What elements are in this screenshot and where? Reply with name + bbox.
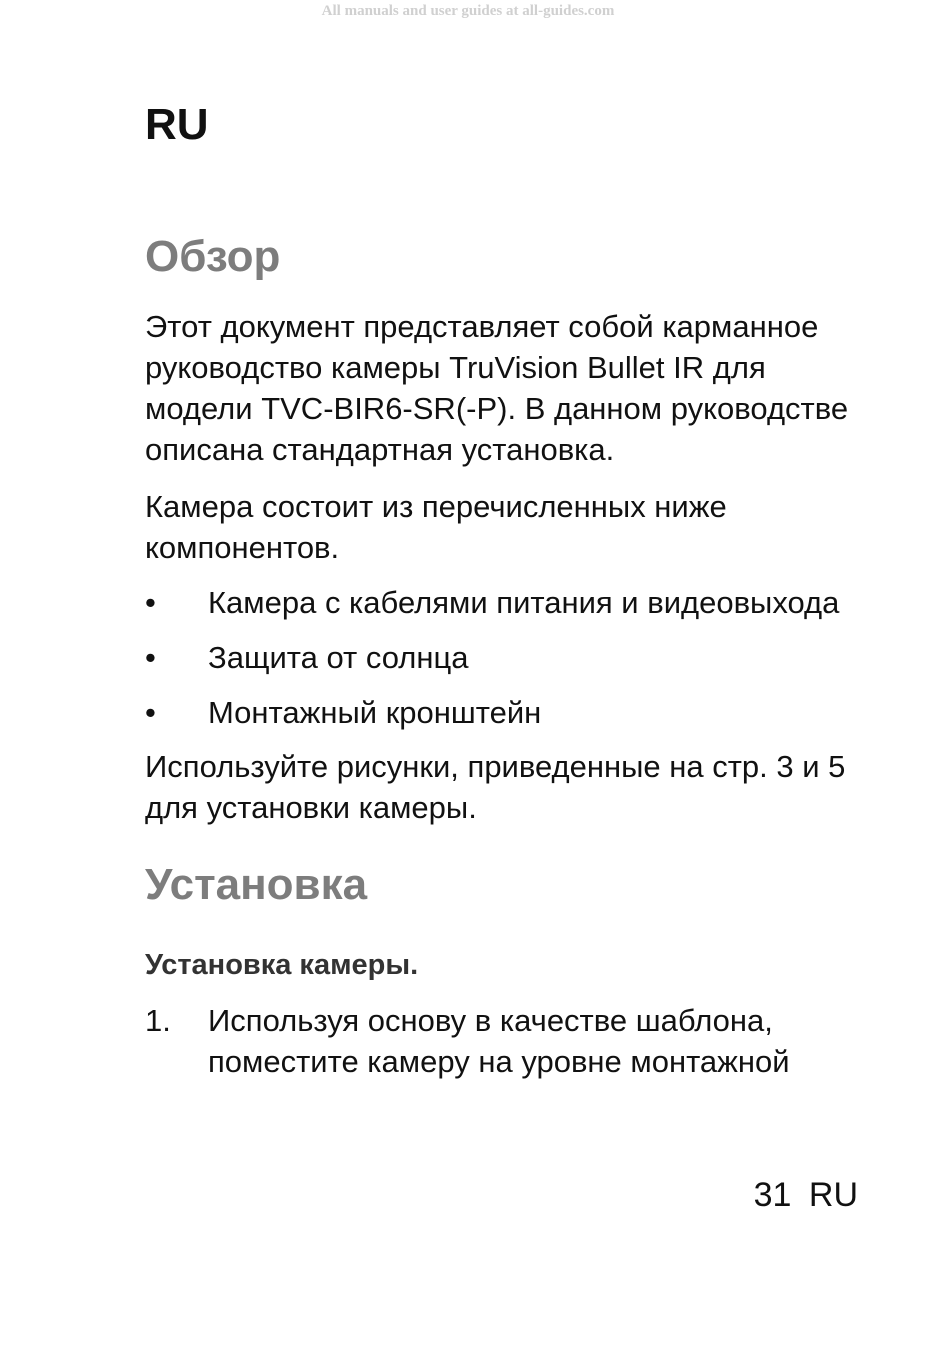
step-number: 1. [145,1003,171,1038]
bullet-icon: • [145,695,156,730]
step-text: Используя основу в качестве шаблона, поместите камеру на уровне монтажной [208,1003,790,1079]
footer-language: RU [808,1176,858,1214]
watermark: All manuals and user guides at all-guides.com [321,3,615,19]
list-item [145,1000,865,1082]
overview-components-paragraph: Камера состоит из перечисленных ниже компонентов. [145,489,727,565]
bullet-icon: • [145,585,156,620]
component-list [145,582,865,733]
installation-heading: Установка [145,860,368,909]
page-number: 31 [753,1176,792,1214]
bullet-icon: • [145,640,156,675]
installation-subheading: Установка камеры. [145,949,419,981]
list-item [145,582,865,623]
language-code-title: RU [145,100,209,149]
page-content [145,228,865,1082]
overview-heading: Обзор [145,232,281,281]
component-item-text: Камера с кабелями питания и видеовыхода [208,585,840,620]
overview-intro-paragraph: Этот документ представляет собой карманное руководство камеры TruVision Bullet IR для модели TVC-BIR6-SR(-P). В данном руководстве описана стандартная установка. [145,309,849,467]
component-item-text: Защита от солнца [208,640,469,675]
page-footer [754,1176,858,1215]
list-item [145,692,865,733]
overview-closing-paragraph: Используйте рисунки, приведенные на стр. 3 и 5 для установки камеры. [145,749,846,825]
installation-steps [145,1000,865,1082]
list-item [145,637,865,678]
component-item-text: Монтажный кронштейн [208,695,542,730]
